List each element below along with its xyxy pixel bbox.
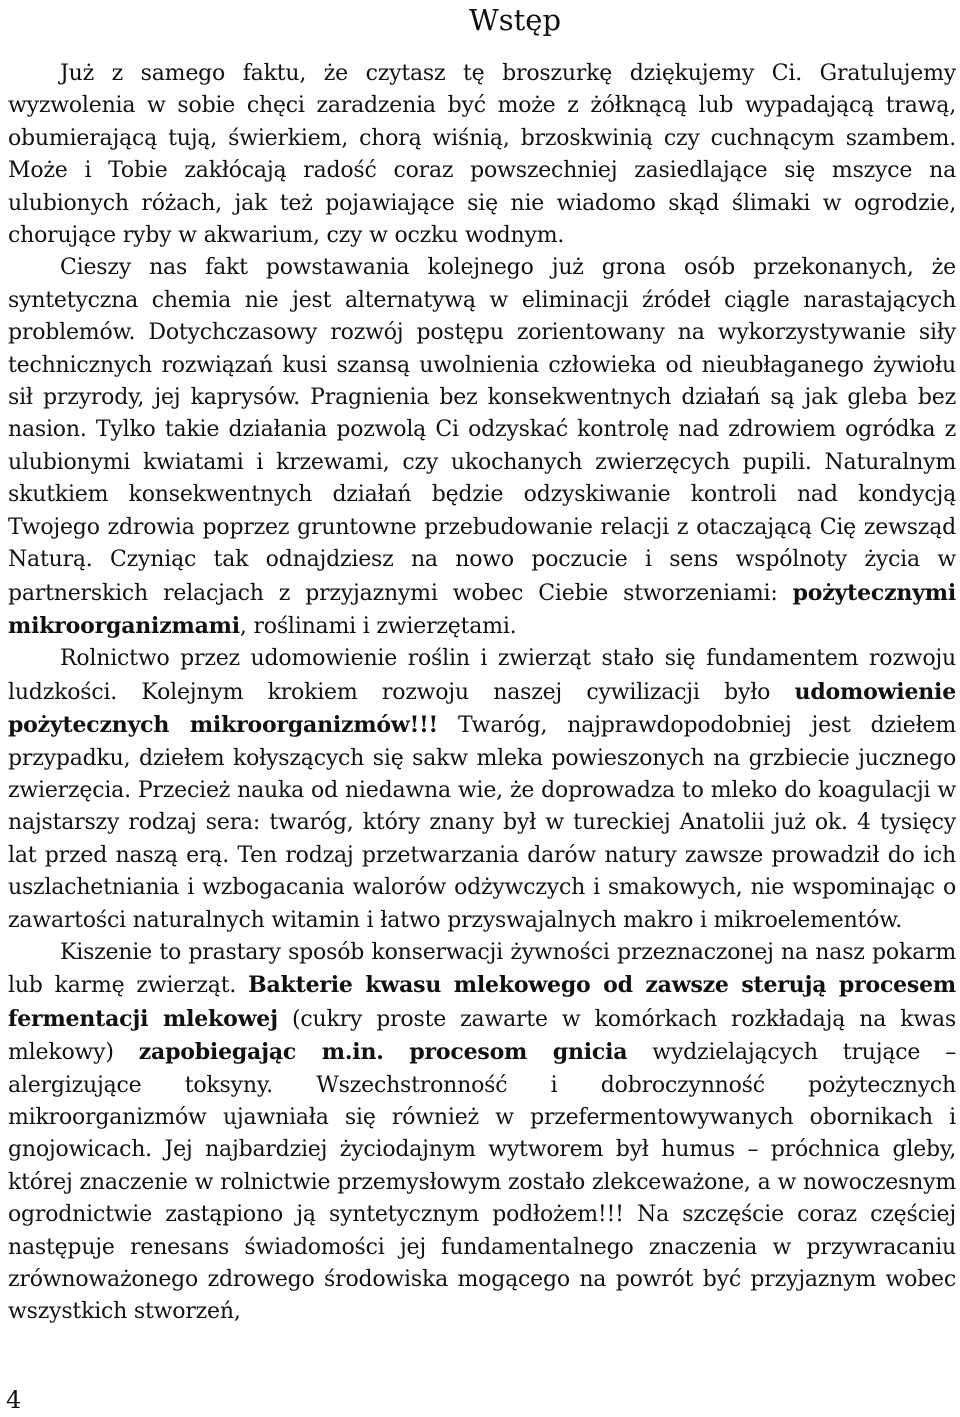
paragraph-2 xyxy=(8,252,956,643)
bold-text-segment: pożytecznymi mikroorganizmami xyxy=(8,579,956,639)
text-segment: Kiszenie to prastary sposób konserwacji żywności przeznaczonej na nasz pokarm lub karmę zwierząt. xyxy=(8,939,956,999)
text-segment: (cukry proste zawarte w komórkach rozkładają na kwas mlekowy) xyxy=(8,1006,956,1066)
page-title-text: Wstęp xyxy=(468,3,562,37)
bold-text-segment: zapobiegając m.in. procesom gnicia xyxy=(138,1039,628,1066)
text-segment: wydzielających trujące – alergizujące toksyny. Wszechstronność i dobroczynność pożytecznych mikroorganizmów ujawniała się również w przefermentowywanych obornikach i gnojowicach. Jej najbardziej życiodajnym wytworem był humus – próchnica gleby, której znaczenie w rolnictwie przemysłowym zostało zlekceważone, a w nowoczesnym ogrodnictwie zastąpiono ją syntetycznym podłożem!!! Na szczęście coraz częściej następuje renesans świadomości jej fundamentalnego znaczenia w przywracaniu zrównoważonego zdrowego środowiska mogącego na powrót być przyjaznym wobec wszystkich stworzeń, xyxy=(8,1040,956,1325)
text-segment: Twaróg, najprawdopodobniej jest dziełem przypadku, dziełem kołyszących się sakw mleka powieszonych na grzbiecie jucznego zwierzęcia. Przecież nauka od niedawna wie, że doprowadza to mleko do koagulacji w najstarszy rodzaj sera: twaróg, który znany był w tureckiej Anatolii już ok. 4 tysięcy lat przed naszą erą. Ten rodzaj przetwarzania darów natury zawsze prowadził do ich uszlachetniania i wzbogacania walorów odżywczych i smakowych, nie wspominając o zawartości naturalnych witamin i łatwo przyswajalnych makro i mikroelementów. xyxy=(8,713,956,933)
paragraph-1 xyxy=(8,58,956,252)
text-segment: , roślinami i zwierzętami. xyxy=(239,613,517,639)
page-title xyxy=(0,2,960,38)
page-number: 4 xyxy=(6,1386,22,1414)
bold-text-segment: Bakterie kwasu mlekowego od zawsze sterują procesem fermentacji mlekowej xyxy=(8,972,956,1032)
paragraph-3 xyxy=(8,643,956,937)
bold-text-segment: udomowienie pożytecznych mikroorganizmów!!! xyxy=(8,678,956,739)
body-text xyxy=(8,58,956,1329)
paragraph-4 xyxy=(8,937,956,1329)
text-segment: Rolnictwo przez udomowienie roślin i zwierząt stało się fundamentem rozwoju ludzkości. Kolejnym krokiem rozwoju naszej cywilizacji było xyxy=(8,646,956,705)
text-segment: Cieszy nas fakt powstawania kolejnego już grona osób przekonanych, że syntetyczna chemia nie jest alternatywą w eliminacji źródeł ciągle narastających problemów. Dotychczasowy rozwój postępu zorientowany na wykorzystywanie siły technicznych rozwiązań kusi szansą uwolnienia człowieka od nieubłaganego żywiołu sił przyrody, jej kaprysów. Pragnienia bez konsekwentnych działań są jak gleba bez nasion. Tylko takie działania pozwolą Ci odzyskać kontrolę nad zdrowiem ogródka z ulubionymi kwiatami i krzewami, czy ukochanych zwierzęcych pupili. Naturalnym skutkiem konsekwentnych działań będzie odzyskiwanie kontroli nad kondycją Twojego zdrowia poprzez gruntowne przebudowanie relacji z otaczającą Cię zewsząd Naturą. Czyniąc tak odnajdziesz na nowo poczucie i sens wspólnoty życia w partnerskich relacjach z przyjaznymi wobec Ciebie stworzeniami: xyxy=(8,255,956,606)
text-segment: Już z samego faktu, że czytasz tę broszurkę dziękujemy Ci. Gratulujemy wyzwolenia w sobie chęci zaradzenia być może z żółknącą lub wypadającą trawą, obumierającą tują, świerkiem, chorą wiśnią, brzoskwinią czy cuchnącym szambem. Może i Tobie zakłócają radość coraz powszechniej zasiedlające się mszyce na ulubionych różach, jak też pojawiające się nie wiadomo skąd ślimaki w ogrodzie, chorujące ryby w akwarium, czy w oczku wodnym. xyxy=(8,61,956,249)
